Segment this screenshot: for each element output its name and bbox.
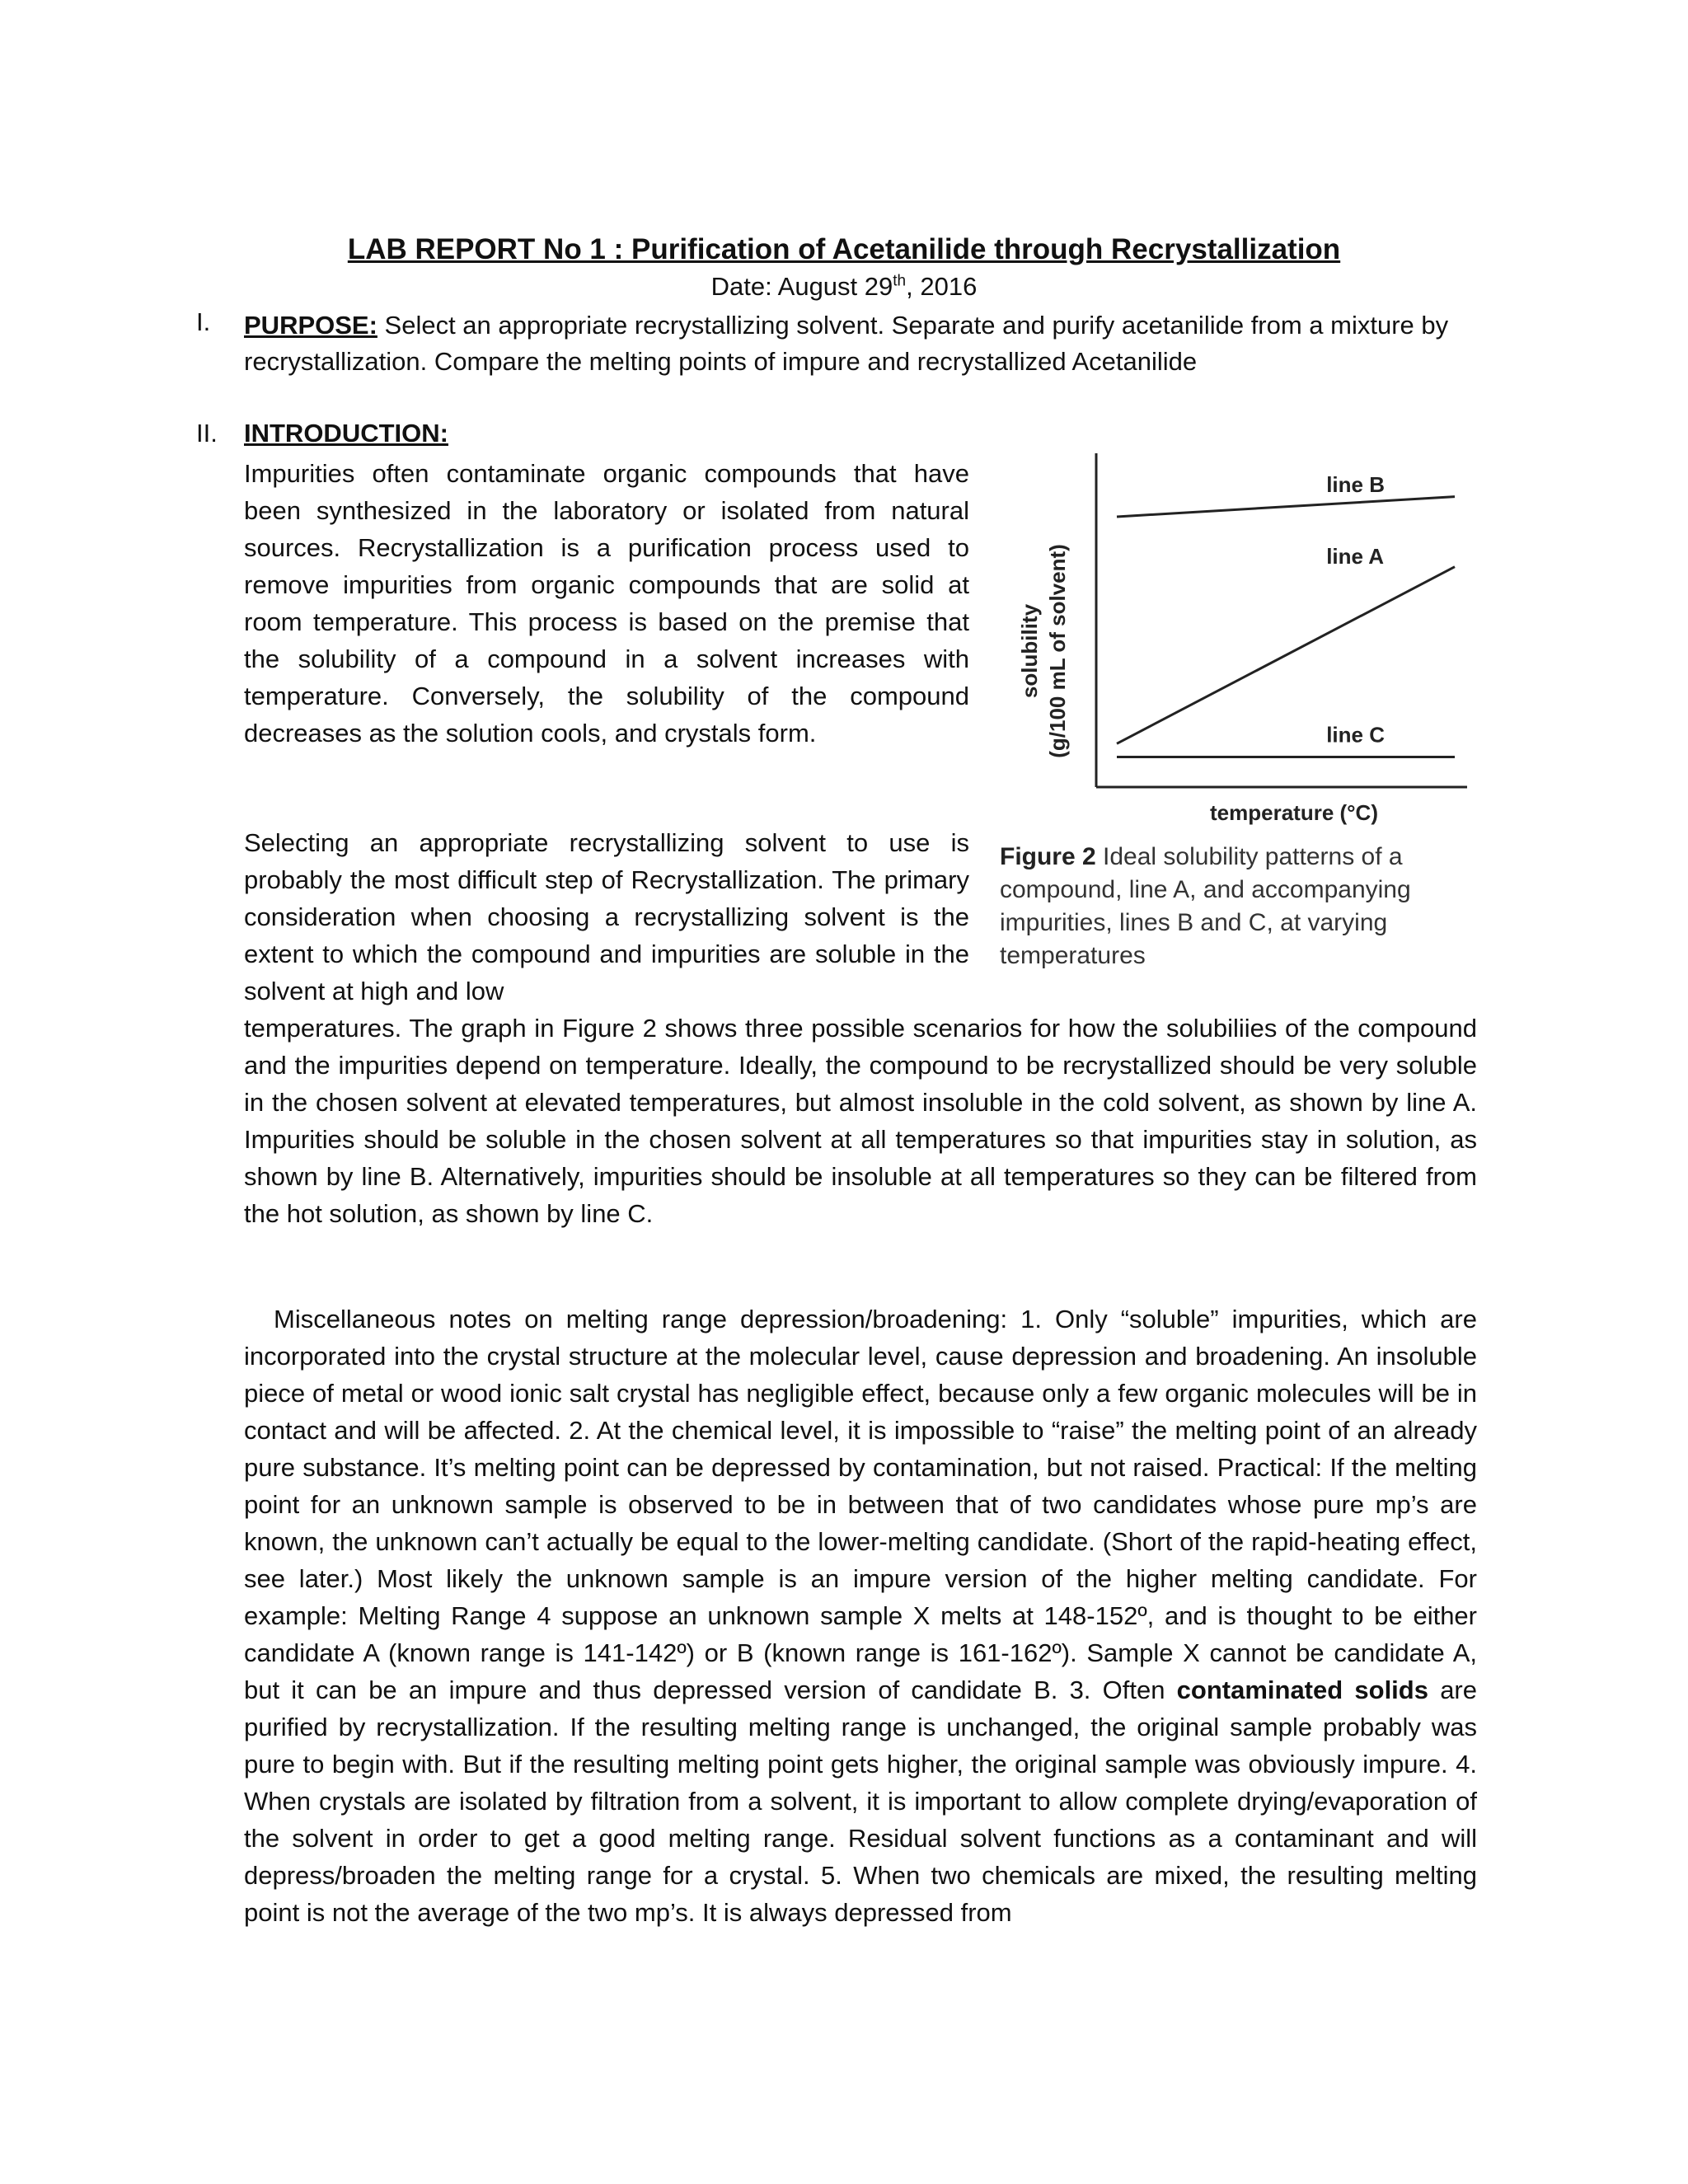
figure-caption-text: Ideal solubility patterns of a compound, line A, and accompanying impurities, lines B and C, at varying temperatures	[1000, 843, 1411, 969]
misc-bold-phrase: contaminated solids	[1176, 1675, 1428, 1704]
series-label-line-c: line C	[1326, 722, 1385, 748]
report-title: LAB REPORT No 1 : Purification of Acetanilide through Recrystallization	[347, 233, 1341, 265]
intro-paragraph-1: Impurities often contaminate organic compounds that have been synthesized in the laboratory or isolated from natural sources. Recrystallization is a purification process used to remove impurities from organic compounds that are solid at room temperature. This process is based on the premise that the solubility of a compound in a solvent increases with temperature. Conversely, the solubility of the compound decreases as the solution cools, and crystals form.	[244, 459, 969, 748]
figure-caption-label: Figure 2	[1000, 843, 1096, 870]
series-label-line-a: line A	[1326, 544, 1385, 569]
section-numeral-purpose: I.	[196, 307, 211, 336]
report-date: Date: August 29th, 2016	[710, 272, 978, 301]
purpose-heading: PURPOSE:	[244, 311, 377, 340]
series-line-b	[1117, 497, 1455, 517]
series-line-a	[1117, 567, 1455, 744]
purpose-text: Select an appropriate recrystallizing solvent. Separate and purify acetanilide from a mixture by recrystallization. Compare the melting points of impure and recrystallized Acetanilide	[244, 311, 1449, 376]
y-axis-label-line1: solubility	[1017, 603, 1042, 699]
introduction-heading: INTRODUCTION:	[244, 419, 448, 448]
misc-notes-paragraph: Miscellaneous notes on melting range depression/broadening: 1. Only “soluble” impurities, which are incorporated into the crystal structure at the molecular level, cause depression and broadening. An insoluble piece of metal or wood ionic salt crystal has negligible effect, because only a few organic molecules will be in contact and will be affected. 2. At the chemical level, it is impossible to “raise” the melting point of an already pure substance. It’s melting point can be depressed by contamination, but not raised. Practical: If the melting point for an unknown sample is observed to be in between that of two candidates whose pure mp’s are known, the unknown can’t actually be equal to the lower-melting candidate. (Short of the rapid-heating effect, see later.) Most likely the unknown sample is an impure version of the higher melting candidate. For example: Melting Range 4 suppose an unknown sample X melts at 148-152º, and is thought to be either candidate A (known range is 141-142º) or B (known range is 161-162º). Sample X cannot be candidate A, but it can be an impure and thus depressed version of candidate B. 3. Often contaminated solids are purified by recrystallization. If the resulting melting range is unchanged, the original sample probably was pure to begin with. But if the resulting melting point gets higher, the original sample was obviously impure. 4. When crystals are isolated by filtration from a solvent, it is important to allow complete drying/evaporation of the solvent in order to get a good melting range. Residual solvent functions as a contaminant and will depress/broaden the melting range for a crystal. 5. When two chemicals are mixed, the resulting melting point is not the average of the two mp’s. It is always depressed from	[244, 1305, 1477, 1927]
solubility-chart	[997, 441, 1492, 837]
intro-paragraph-2-column: Selecting an appropriate recrystallizing solvent to use is probably the most difficult step of Recrystallization. The primary consideration when choosing a recrystallizing solvent is the extent to which the compound and impurities are soluble in the solvent at high and low	[244, 828, 969, 1005]
intro-paragraph-2-full: temperatures. The graph in Figure 2 shows three possible scenarios for how the solubiliies of the compound and the impurities depend on temperature. Ideally, the compound to be recrystallized should be very soluble in the chosen solvent at elevated temperatures, but almost insoluble in the cold solvent, as shown by line A. Impurities should be soluble in the chosen solvent at all temperatures so that impurities stay in solution, as shown by line B. Alternatively, impurities should be insoluble at all temperatures so they can be filtered from the hot solution, as shown by line C.	[244, 1014, 1477, 1228]
x-axis-label: temperature (°C)	[1210, 800, 1378, 825]
figure-caption	[1000, 841, 1492, 972]
section-numeral-introduction: II.	[196, 419, 218, 448]
y-axis-label-line2: (g/100 mL of solvent)	[1045, 544, 1070, 758]
purpose-paragraph	[244, 307, 1480, 380]
series-label-line-b: line B	[1326, 471, 1385, 497]
